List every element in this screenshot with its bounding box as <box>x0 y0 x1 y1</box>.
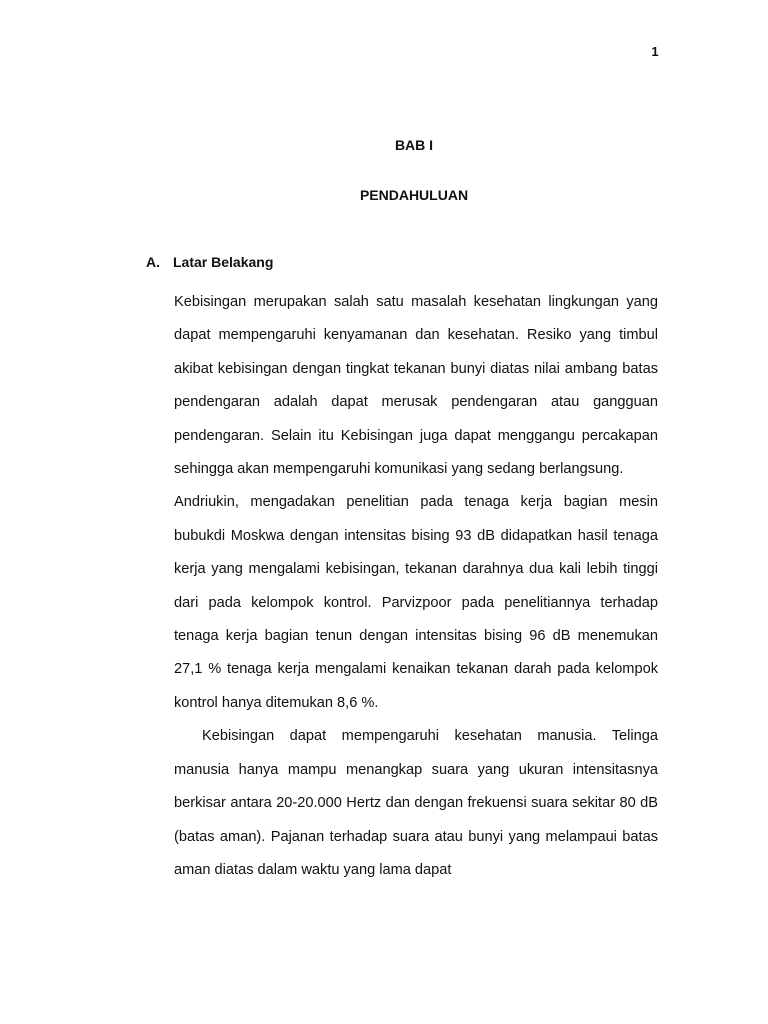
section-title: Latar Belakang <box>173 254 274 270</box>
paragraph: Kebisingan dapat mempengaruhi kesehatan manusia. Telinga manusia hanya mampu menangkap suara yang ukuran intensitasnya berkisar antara 20-20.000 Hertz dan dengan frekuensi suara sekitar 80 dB (batas aman). Pajanan terhadap suara atau bunyi yang melampaui batas aman diatas dalam waktu yang lama dapat <box>174 728 658 878</box>
section-heading <box>146 254 273 270</box>
paragraph: Andriukin, mengadakan penelitian pada tenaga kerja bagian mesin bubukdi Moskwa dengan intensitas bising 93 dB didapatkan hasil tenaga kerja yang mengalami kebisingan, tekanan darahnya dua kali lebih tinggi dari pada kelompok kontrol. Parvizpoor pada penelitiannya terhadap tenaga kerja bagian tenun dengan intensitas bising 96 dB menemukan 27,1 % tenaga kerja mengalami kenaikan tekanan darah pada kelompok kontrol hanya ditemukan 8,6 %. <box>174 494 658 711</box>
chapter-label: BAB I <box>394 137 434 153</box>
page-number: 1 <box>651 44 659 59</box>
section-letter: A. <box>146 254 160 270</box>
paragraph: Kebisingan merupakan salah satu masalah kesehatan lingkungan yang dapat mempengaruhi kenyamanan dan kesehatan. Resiko yang timbul akibat kebisingan dengan tingkat tekanan bunyi diatas nilai ambang batas pendengaran adalah dapat merusak pendengaran atau gangguan pendengaran. Selain itu Kebisingan juga dapat menggangu percakapan sehingga akan mempengaruhi komunikasi yang sedang berlangsung. <box>174 294 658 478</box>
chapter-title: PENDAHULUAN <box>359 187 469 203</box>
body-text <box>174 286 658 887</box>
